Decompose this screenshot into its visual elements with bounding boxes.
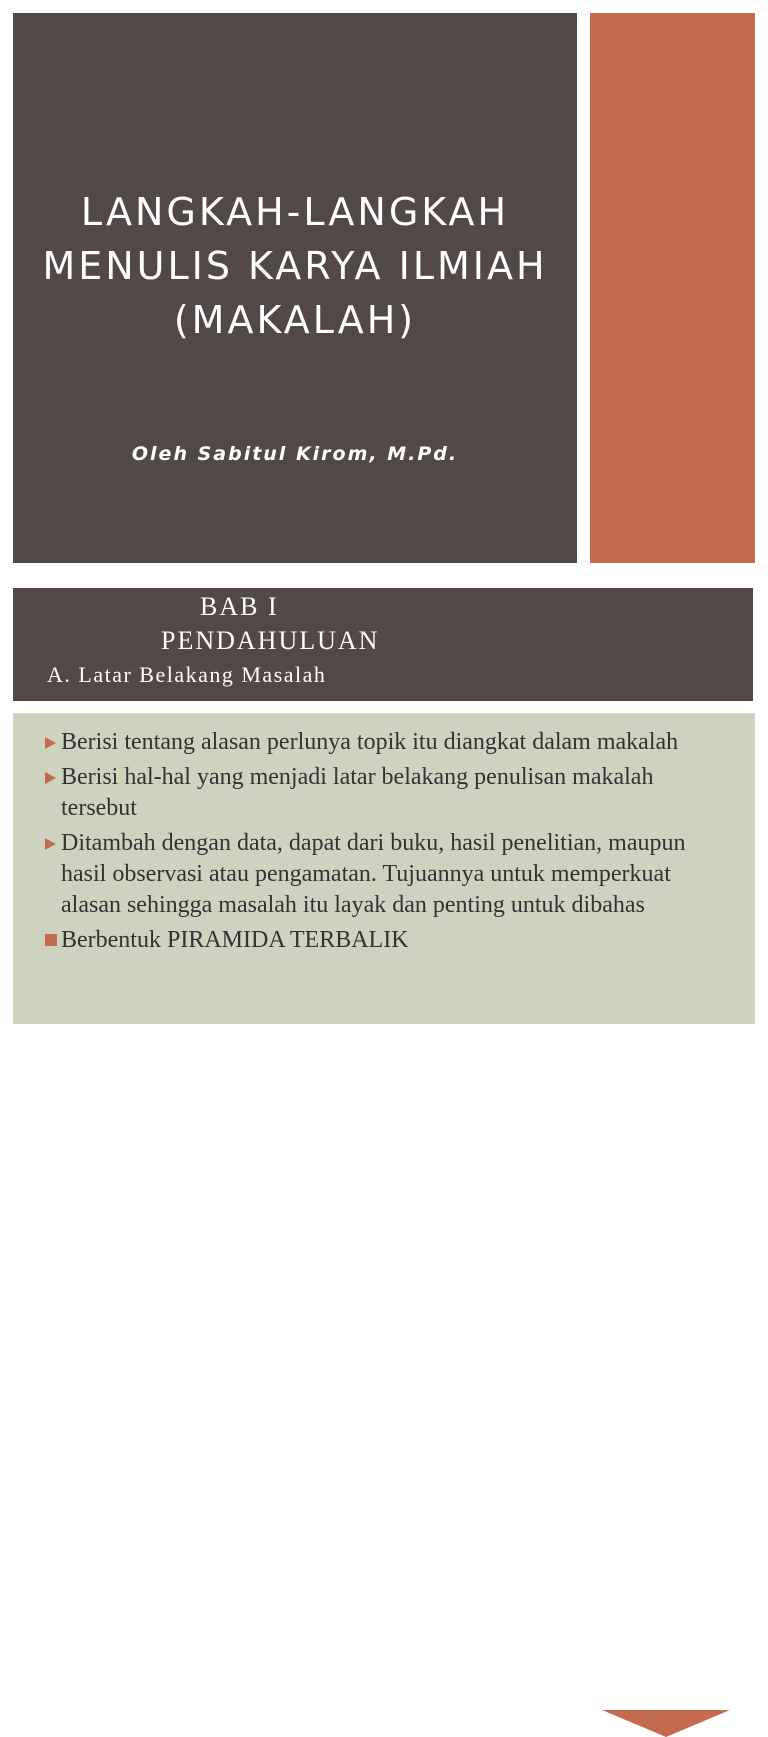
section-heading: A. Latar Belakang Masalah: [47, 662, 327, 687]
bullet-text: Ditambah dengan data, dapat dari buku, hasil penelitian, maupun hasil observasi atau pengamatan. Tujuannya untuk memperkuat alasan sehingga masalah itu layak dan penting untuk dibahas: [61, 830, 686, 918]
bullet-item: [45, 727, 735, 758]
chapter-number: BAB I: [200, 592, 279, 621]
bullet-item: [45, 828, 735, 921]
chapter-header-panel: [13, 588, 753, 701]
title-line-2: MENULIS KARYA ILMIAH: [42, 244, 548, 288]
chapter-title: PENDAHULUAN: [161, 626, 380, 655]
content-panel: [13, 713, 755, 1024]
bullet-text: Berisi hal-hal yang menjadi latar belakang penulisan makalah tersebut: [61, 764, 654, 821]
title-slide-panel: [13, 13, 577, 563]
slide-title: [13, 185, 577, 347]
arrow-bullet-icon: [45, 737, 56, 749]
bullet-list: [45, 727, 735, 960]
arrow-bullet-icon: [45, 772, 56, 784]
author-byline: Oleh Sabitul Kirom, M.Pd.: [131, 443, 459, 465]
bullet-text: Berbentuk PIRAMIDA TERBALIK: [61, 927, 409, 953]
title-line-1: LANGKAH-LANGKAH: [80, 190, 510, 234]
bullet-item: [45, 925, 735, 956]
bullet-item: [45, 762, 735, 824]
title-line-3: (MAKALAH): [173, 298, 417, 342]
bullet-text: Berisi tentang alasan perlunya topik itu diangkat dalam makalah: [61, 729, 679, 755]
accent-panel: [590, 13, 755, 563]
arrow-bullet-icon: [45, 838, 56, 850]
inverted-pyramid-icon: [602, 1710, 730, 1737]
square-bullet-icon: [45, 934, 57, 946]
